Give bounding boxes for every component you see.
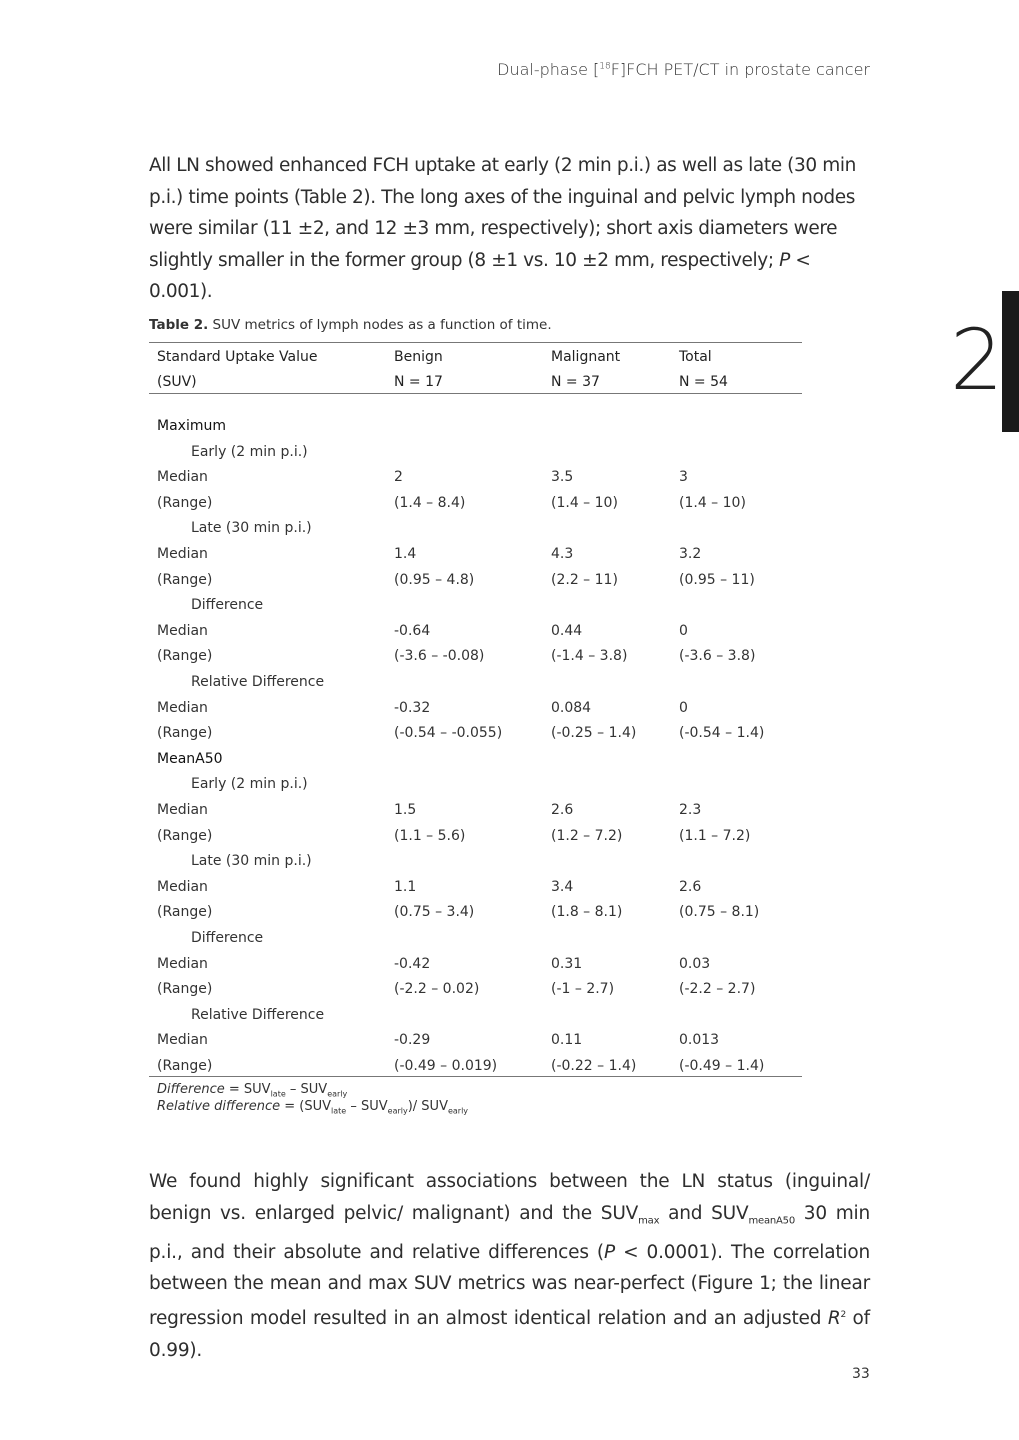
table-cell-benign: (-0.54 – -0.055) bbox=[394, 725, 503, 741]
table-cell-benign: (1.1 – 5.6) bbox=[394, 828, 466, 844]
table-section-label: MeanA50 bbox=[157, 751, 223, 767]
table-section-label: Maximum bbox=[157, 418, 226, 434]
table-cell-malignant: (-0.25 – 1.4) bbox=[551, 725, 637, 741]
table-row-label: (Range) bbox=[157, 648, 213, 664]
table-row-label: (Range) bbox=[157, 828, 213, 844]
table-cell-malignant: (-1.4 – 3.8) bbox=[551, 648, 628, 664]
table-cell-total: (-0.49 – 1.4) bbox=[679, 1058, 765, 1074]
table-header-rule bbox=[149, 393, 802, 394]
table-cell-malignant: 0.31 bbox=[551, 956, 583, 972]
table-row-label: (Range) bbox=[157, 495, 213, 511]
table-row-label: (Range) bbox=[157, 725, 213, 741]
table-cell-benign: 1.5 bbox=[394, 802, 417, 818]
table-cell-benign: (0.95 – 4.8) bbox=[394, 572, 475, 588]
table-cell-benign: -0.64 bbox=[394, 623, 431, 639]
table-header-cell: Benign bbox=[394, 349, 443, 365]
table-cell-benign: (-0.49 – 0.019) bbox=[394, 1058, 498, 1074]
table-header-cell: (SUV) bbox=[157, 374, 197, 390]
table-cell-total: 3.2 bbox=[679, 546, 702, 562]
table-cell-total: (-2.2 – 2.7) bbox=[679, 981, 756, 997]
table-cell-total: (-3.6 – 3.8) bbox=[679, 648, 756, 664]
table-header-cell: N = 37 bbox=[551, 374, 600, 390]
table-cell-benign: (0.75 – 3.4) bbox=[394, 904, 475, 920]
table-row-label: (Range) bbox=[157, 904, 213, 920]
table-subgroup-label: Difference bbox=[191, 930, 264, 946]
table-cell-total: (0.75 – 8.1) bbox=[679, 904, 760, 920]
table-cell-total: (-0.54 – 1.4) bbox=[679, 725, 765, 741]
table-cell-benign: 2 bbox=[394, 469, 403, 485]
table-bottom-rule bbox=[149, 1076, 802, 1077]
table-subgroup-label: Early (2 min p.i.) bbox=[191, 776, 308, 792]
table-cell-total: 3 bbox=[679, 469, 688, 485]
table-cell-malignant: (-0.22 – 1.4) bbox=[551, 1058, 637, 1074]
table-cell-malignant: 3.4 bbox=[551, 879, 574, 895]
table-row-label: (Range) bbox=[157, 981, 213, 997]
page-number: 33 bbox=[852, 1366, 870, 1382]
table-cell-benign: -0.42 bbox=[394, 956, 431, 972]
table-header-cell: N = 17 bbox=[394, 374, 443, 390]
footnote-difference: Difference = $SUV_{late} - SUV_{early}$ bbox=[157, 1082, 348, 1099]
table-cell-benign: 1.1 bbox=[394, 879, 417, 895]
table-header-cell: N = 54 bbox=[679, 374, 728, 390]
table-cell-malignant: (2.2 – 11) bbox=[551, 572, 618, 588]
table-subgroup-label: Late (30 min p.i.) bbox=[191, 520, 312, 536]
table-row-label: Median bbox=[157, 546, 208, 562]
table-top-rule bbox=[149, 342, 802, 343]
table-row-label: Median bbox=[157, 956, 208, 972]
table-cell-malignant: (1.4 – 10) bbox=[551, 495, 618, 511]
table-cell-malignant: 0.11 bbox=[551, 1032, 583, 1048]
table-cell-malignant: (-1 – 2.7) bbox=[551, 981, 615, 997]
table-cell-malignant: 0.084 bbox=[551, 700, 592, 716]
table-header-cell: Malignant bbox=[551, 349, 621, 365]
table-subgroup-label: Late (30 min p.i.) bbox=[191, 853, 312, 869]
table-cell-benign: (-2.2 – 0.02) bbox=[394, 981, 480, 997]
table-cell-total: (1.1 – 7.2) bbox=[679, 828, 751, 844]
table-cell-total: 0.03 bbox=[679, 956, 711, 972]
table-row-label: Median bbox=[157, 623, 208, 639]
table-cell-benign: (-3.6 – -0.08) bbox=[394, 648, 485, 664]
table-cell-malignant: (1.2 – 7.2) bbox=[551, 828, 623, 844]
table-cell-malignant: (1.8 – 8.1) bbox=[551, 904, 623, 920]
table-row-label: (Range) bbox=[157, 572, 213, 588]
table-cell-total: 2.6 bbox=[679, 879, 702, 895]
intro-paragraph: All LN showed enhanced FCH uptake at early (2 min p.i.) as well as late (30 min p.i.) time points (Table 2). The long axes of the inguinal and pelvic lymph nodes were similar (11 ±2, and 12 ±3 mm, respectively); short axis diameters were slightly smaller in the former group (8 ±1 vs. 10 ±2 mm, respectively; P < 0.001). bbox=[149, 155, 856, 303]
table-cell-malignant: 2.6 bbox=[551, 802, 574, 818]
table-cell-malignant: 4.3 bbox=[551, 546, 574, 562]
table-cell-total: (1.4 – 10) bbox=[679, 495, 746, 511]
table-row-label: Median bbox=[157, 700, 208, 716]
table-cell-total: 2.3 bbox=[679, 802, 702, 818]
table-cell-malignant: 0.44 bbox=[551, 623, 583, 639]
table-row-label: Median bbox=[157, 469, 208, 485]
chapter-tab bbox=[1002, 291, 1019, 432]
table-cell-total: 0.013 bbox=[679, 1032, 720, 1048]
chapter-number: 2 bbox=[950, 311, 1004, 409]
table-cell-total: 0 bbox=[679, 623, 688, 639]
table-header-cell: Standard Uptake Value bbox=[157, 349, 318, 365]
table-cell-total: 0 bbox=[679, 700, 688, 716]
table-cell-benign: -0.32 bbox=[394, 700, 431, 716]
table-header-cell: Total bbox=[679, 349, 712, 365]
table-cell-benign: -0.29 bbox=[394, 1032, 431, 1048]
table-cell-malignant: 3.5 bbox=[551, 469, 574, 485]
table-cell-benign: (1.4 – 8.4) bbox=[394, 495, 466, 511]
table-subgroup-label: Relative Difference bbox=[191, 1007, 325, 1023]
table-cell-total: (0.95 – 11) bbox=[679, 572, 755, 588]
table-row-label: Median bbox=[157, 802, 208, 818]
table-subgroup-label: Difference bbox=[191, 597, 264, 613]
table-row-label: Median bbox=[157, 1032, 208, 1048]
running-head: Dual-phase [$^{18}$F]FCH PET/CT in prostate cancer bbox=[497, 60, 870, 79]
results-paragraph: We found highly significant associations between the LN status (inguinal/ benign vs. enlarged pelvic/ malignant) and the $SUV_{max}$ and $SUV_{meanA50}$ 30 min p.i., and their absolute and relative differences (P < 0.0001). The correlation between the mean and max SUV metrics was near-perfect (Figure 1; the linear regression model resulted in an almost identical relation and an adjusted $R^2$ of 0.99). bbox=[149, 1171, 870, 1361]
table-row-label: (Range) bbox=[157, 1058, 213, 1074]
table-caption: Table 2. SUV metrics of lymph nodes as a function of time. bbox=[149, 317, 552, 333]
table-row-label: Median bbox=[157, 879, 208, 895]
footnote-relative-difference: Relative difference = $(SUV_{late} - SUV_{early})/$ $SUV_{early}$ bbox=[157, 1099, 469, 1116]
table-subgroup-label: Early (2 min p.i.) bbox=[191, 444, 308, 460]
table-cell-benign: 1.4 bbox=[394, 546, 417, 562]
table-subgroup-label: Relative Difference bbox=[191, 674, 325, 690]
